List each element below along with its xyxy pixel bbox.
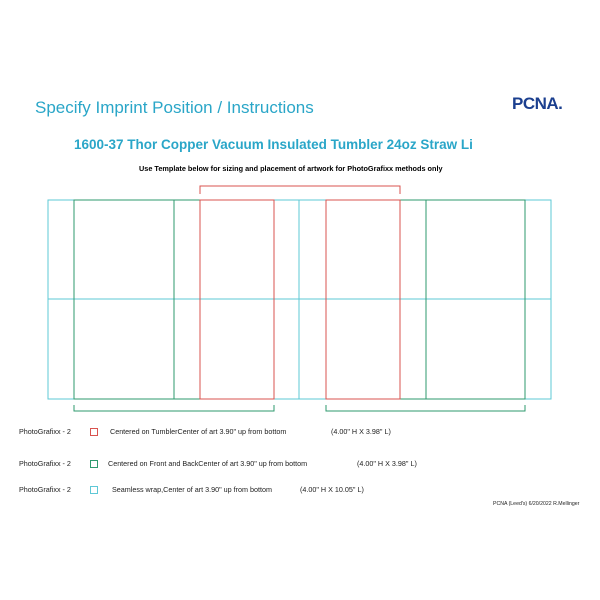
front-bracket	[74, 405, 274, 411]
red-swatch-icon	[90, 428, 98, 436]
legend-row-cyan	[0, 485, 600, 497]
legend-description: Seamless wrap,Center of art 3.90" up from bottom	[112, 485, 272, 494]
legend-size: (4.00" H X 3.98" L)	[331, 427, 391, 436]
tumbler-center-area	[200, 186, 400, 399]
template-instructions: Use Template below for sizing and placement of artwork for PhotoGrafixx methods only	[139, 164, 443, 173]
page-title: Specify Imprint Position / Instructions	[35, 98, 314, 117]
seamless-wrap-area	[48, 200, 551, 399]
footer-credit: PCNA (Leed's) 6/20/2022 R.Mellinger	[493, 501, 580, 507]
back-bracket	[326, 405, 525, 411]
legend-row-green	[0, 459, 600, 471]
legend-method-label: PhotoGrafixx - 2	[19, 459, 71, 468]
legend-method-label: PhotoGrafixx - 2	[19, 485, 71, 494]
legend-size: (4.00" H X 10.05" L)	[300, 485, 364, 494]
legend-method-label: PhotoGrafixx - 2	[19, 427, 71, 436]
cyan-swatch-icon	[90, 486, 98, 494]
legend-description: Centered on Front and BackCenter of art 3.90" up from bottom	[108, 459, 308, 468]
legend-size: (4.00" H X 3.98" L)	[357, 459, 417, 468]
tumbler-center-bracket	[200, 186, 400, 194]
product-title: 1600-37 Thor Copper Vacuum Insulated Tumbler 24oz Straw Li	[74, 137, 473, 152]
legend-description: Centered on TumblerCenter of art 3.90" up from bottom	[110, 427, 287, 436]
legend-row-red	[0, 427, 600, 439]
green-swatch-icon	[90, 460, 98, 468]
pcna-logo: PCNA.	[512, 94, 563, 113]
